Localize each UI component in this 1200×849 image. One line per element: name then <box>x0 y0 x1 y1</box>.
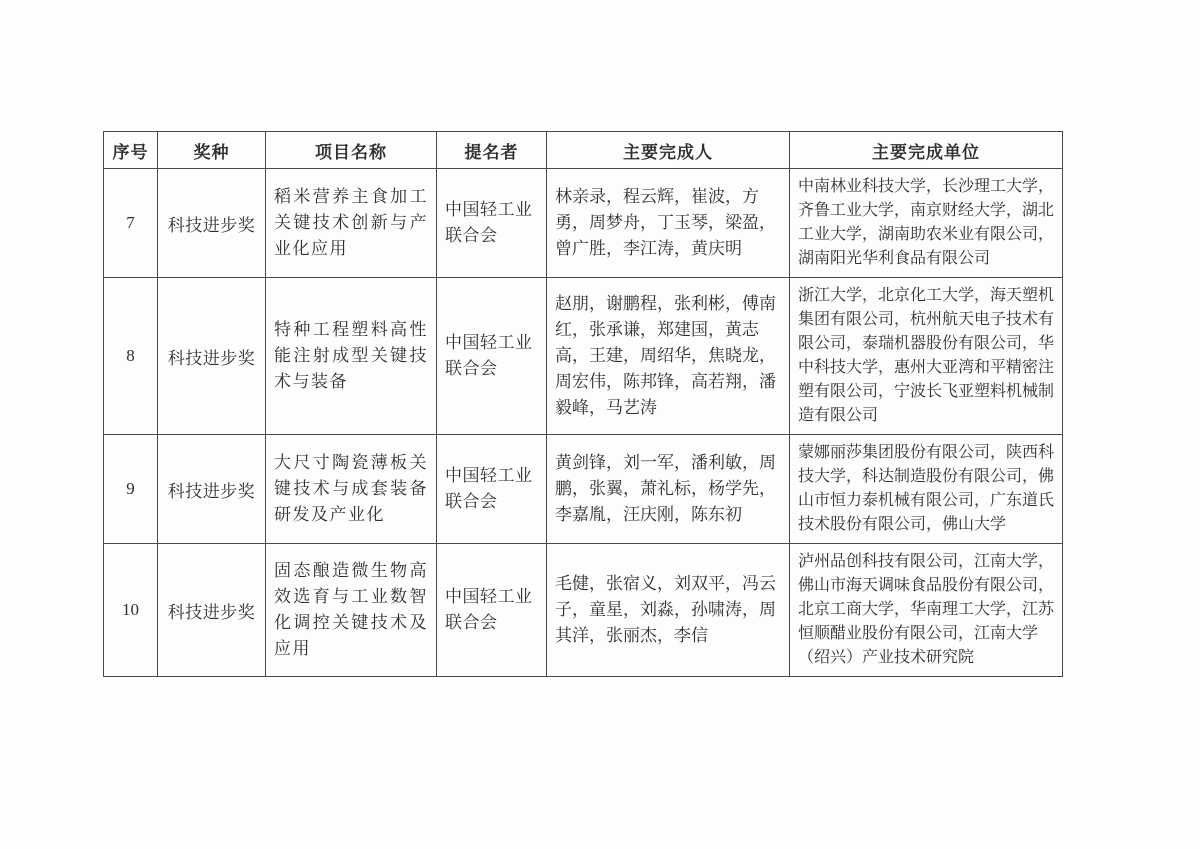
cell-project: 特种工程塑料高性能注射成型关键技术与装备 <box>266 278 437 435</box>
cell-project: 固态酿造微生物高效选育与工业数智化调控关键技术及应用 <box>266 544 437 677</box>
cell-contributors: 赵朋，谢鹏程，张利彬，傅南红，张承谦，郑建国，黄志高，王建，周绍华，焦晓龙，周宏伟，陈邦锋，高若翔，潘毅峰，马艺涛 <box>547 278 790 435</box>
cell-nominator: 中国轻工业联合会 <box>437 169 547 278</box>
header-nominator: 提名者 <box>437 132 547 169</box>
table-row <box>104 544 1063 677</box>
cell-award: 科技进步奖 <box>158 544 266 677</box>
cell-award: 科技进步奖 <box>158 435 266 544</box>
cell-index: 10 <box>104 544 158 677</box>
cell-contributors: 林亲录，程云辉，崔波，方勇，周梦舟，丁玉琴，梁盈，曾广胜，李江涛，黄庆明 <box>547 169 790 278</box>
cell-index: 8 <box>104 278 158 435</box>
cell-nominator: 中国轻工业联合会 <box>437 544 547 677</box>
table-row <box>104 278 1063 435</box>
cell-project: 稻米营养主食加工关键技术创新与产业化应用 <box>266 169 437 278</box>
cell-organizations: 蒙娜丽莎集团股份有限公司，陕西科技大学，科达制造股份有限公司，佛山市恒力泰机械有限公司，广东道氏技术股份有限公司，佛山大学 <box>790 435 1063 544</box>
cell-contributors: 毛健，张宿义，刘双平，冯云子，童星，刘淼，孙啸涛，周其洋，张丽杰，李信 <box>547 544 790 677</box>
cell-contributors: 黄剑锋，刘一军，潘利敏，周鹏，张翼，萧礼标，杨学先，李嘉胤，汪庆刚，陈东初 <box>547 435 790 544</box>
cell-index: 7 <box>104 169 158 278</box>
header-organizations: 主要完成单位 <box>790 132 1063 169</box>
header-index: 序号 <box>104 132 158 169</box>
cell-index: 9 <box>104 435 158 544</box>
header-project: 项目名称 <box>266 132 437 169</box>
cell-organizations: 泸州品创科技有限公司，江南大学，佛山市海天调味食品股份有限公司，北京工商大学，华南理工大学，江苏恒顺醋业股份有限公司，江南大学（绍兴）产业技术研究院 <box>790 544 1063 677</box>
cell-organizations: 浙江大学，北京化工大学，海天塑机集团有限公司，杭州航天电子技术有限公司，泰瑞机器股份有限公司，华中科技大学，惠州大亚湾和平精密注塑有限公司，宁波长飞亚塑料机械制造有限公司 <box>790 278 1063 435</box>
awards-table <box>103 131 1063 677</box>
header-award: 奖种 <box>158 132 266 169</box>
header-contributors: 主要完成人 <box>547 132 790 169</box>
cell-project: 大尺寸陶瓷薄板关键技术与成套装备研发及产业化 <box>266 435 437 544</box>
cell-nominator: 中国轻工业联合会 <box>437 435 547 544</box>
table-row <box>104 169 1063 278</box>
cell-organizations: 中南林业科技大学，长沙理工大学，齐鲁工业大学，南京财经大学，湖北工业大学，湖南助农米业有限公司，湖南阳光华利食品有限公司 <box>790 169 1063 278</box>
cell-award: 科技进步奖 <box>158 278 266 435</box>
table-row <box>104 435 1063 544</box>
cell-nominator: 中国轻工业联合会 <box>437 278 547 435</box>
table-header-row <box>104 132 1063 169</box>
cell-award: 科技进步奖 <box>158 169 266 278</box>
